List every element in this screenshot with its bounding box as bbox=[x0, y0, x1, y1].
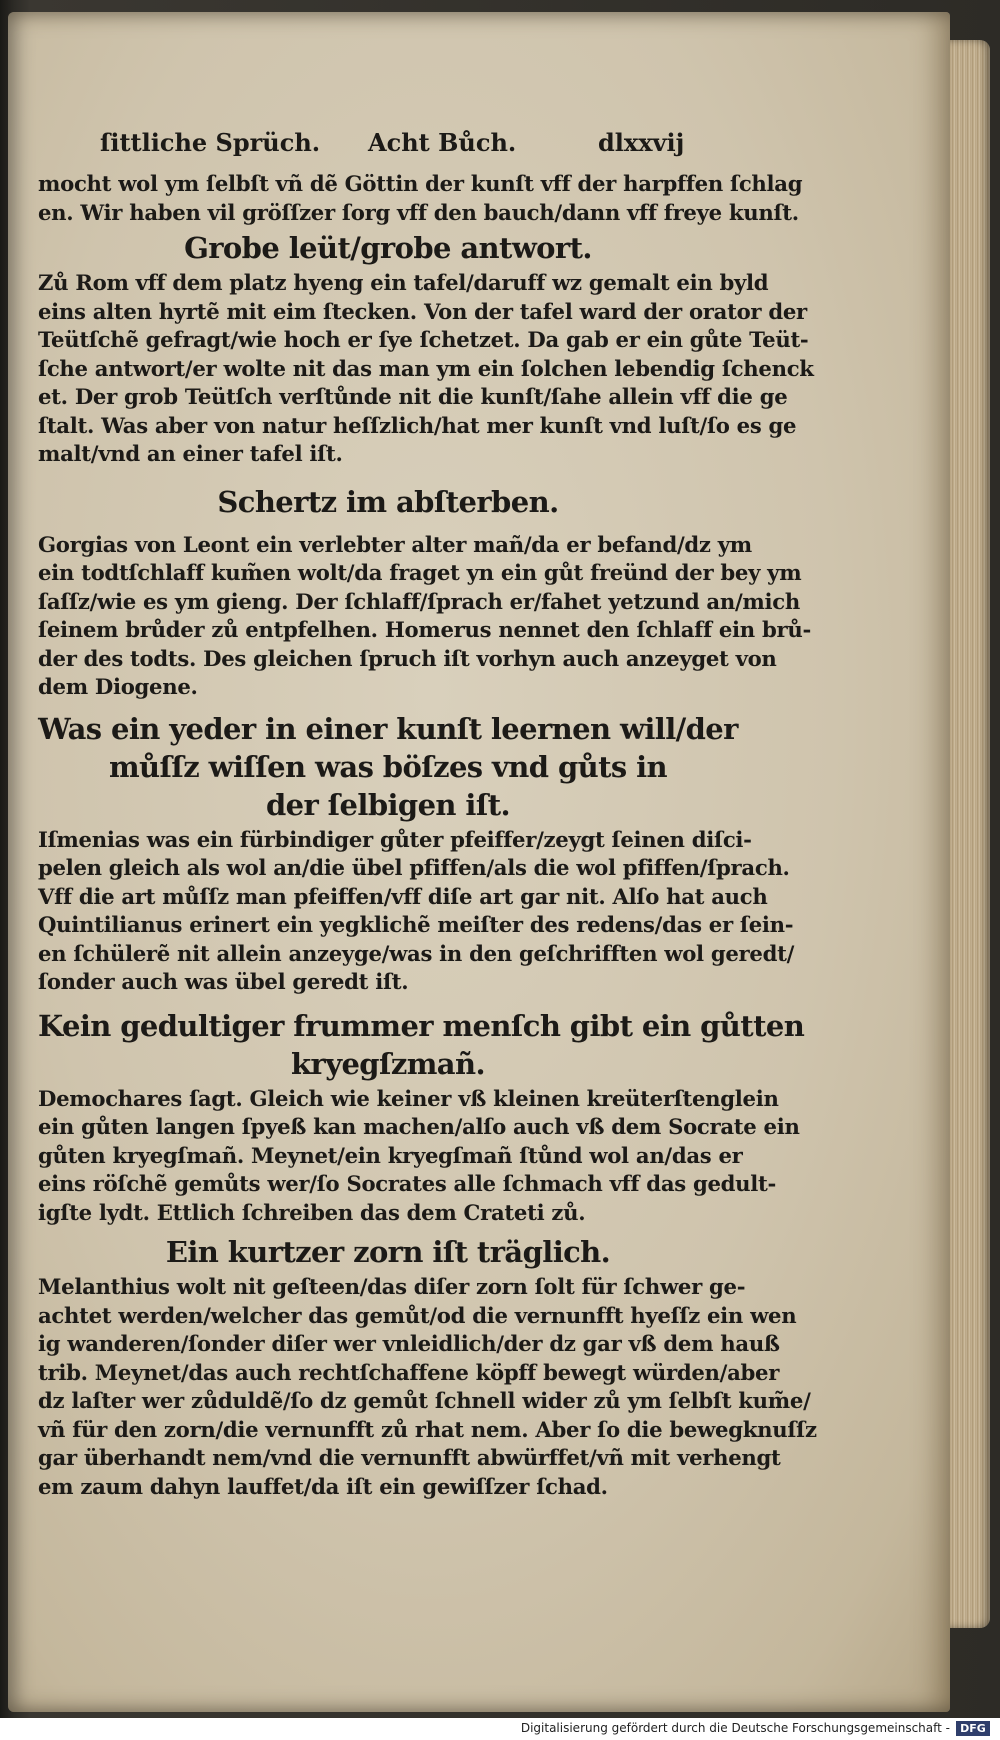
section-heading: Grobe leüt/grobe antwort. bbox=[184, 231, 592, 265]
text-line: ſtalt. Was aber von natur heſſzlich/hat mer kunſt vnd luſt/ſo es ge bbox=[38, 412, 797, 438]
paragraph bbox=[38, 170, 803, 227]
text-line: Melanthius wolt nit geſteen/das diſer zorn ſolt für ſchwer ge- bbox=[38, 1274, 746, 1299]
heading-line: můſſz wiſſen was böſzes vnd gůts in bbox=[108, 749, 668, 784]
funding-notice: Digitalisierung gefördert durch die Deutsche Forschungsgemeinschaft - bbox=[520, 1721, 950, 1735]
text-line: ſonder auch was übel geredt iſt. bbox=[38, 969, 409, 994]
section-heading: Ein kurtzer zorn iſt träglich. bbox=[165, 1235, 611, 1269]
text-line: Iſmenias was ein fürbindiger gůter pfeiffer/zeygt ſeinen diſci- bbox=[38, 826, 752, 852]
text-line: ſeinem brůder zů entpfelhen. Homerus nennet den ſchlaff ein brů- bbox=[38, 617, 811, 642]
text-line: vñ für den zorn/die vernunfft zů rhat nem. Aber ſo die bewegknuſſz bbox=[38, 1416, 817, 1442]
text-line: eins röſchẽ gemůts wer/ſo Socrates alle ſchmach vff das gedult- bbox=[38, 1171, 776, 1196]
section-heading: Schertz im abſterben. bbox=[217, 484, 559, 519]
digitization-footer bbox=[0, 1718, 1000, 1740]
text-line: dz laſter wer zůduldẽ/ſo dz gemůt ſchnell wider zů ym ſelbſt kum̃e/ bbox=[38, 1388, 811, 1413]
paragraph bbox=[38, 1273, 817, 1501]
heading-line: Was ein yeder in einer kunſt leernen will/der bbox=[38, 711, 738, 746]
paragraph bbox=[38, 531, 811, 702]
text-line: Vff die art můſſz man pfeiffen/vff diſe art gar nit. Alſo hat auch bbox=[38, 883, 768, 909]
text-line: dem Diogene. bbox=[38, 674, 198, 699]
text-line: Teütſchẽ gefragt/wie hoch er ſye ſchetzet. Da gab er ein gůte Teüt- bbox=[38, 327, 809, 352]
text-line: Demochares ſagt. Gleich wie keiner vß kleinen kreüterſtenglein bbox=[38, 1085, 779, 1111]
text-line: pelen gleich als wol an/die übel pfiffen/als die wol pfiffen/ſprach. bbox=[38, 855, 790, 880]
text-line: Gorgias von Leont ein verlebter alter mañ/da er befand/dz ym bbox=[38, 531, 752, 557]
text-line: en. Wir haben vil gröſſzer ſorg vff den bauch/dann vff freye kunſt. bbox=[38, 199, 799, 225]
running-head-left: ſittliche Sprüch. bbox=[100, 128, 321, 157]
page-edges bbox=[946, 40, 990, 1628]
text-line: em zaum dahyn lauffet/da iſt ein gewiſſzer ſchad. bbox=[38, 1473, 608, 1499]
text-line: en ſchülerẽ nit allein anzeyge/was in den geſchrifften wol geredt/ bbox=[38, 940, 795, 966]
text-line: ſaſſz/wie es ym gieng. Der ſchlaff/ſprach er/fahet yetzund an/mich bbox=[38, 588, 800, 614]
dfg-logo-icon: DFG bbox=[956, 1721, 990, 1736]
section-heading bbox=[38, 1007, 805, 1083]
text-line: ig wanderen/ſonder diſer wer vnleidlich/der dz gar vß dem hauß bbox=[38, 1331, 780, 1356]
paragraph bbox=[38, 269, 814, 469]
running-head bbox=[38, 128, 738, 168]
text-line: der des todts. Des gleichen ſpruch iſt vorhyn auch anzeyget von bbox=[38, 645, 777, 671]
heading-line: kryegſzmañ. bbox=[291, 1046, 485, 1081]
running-head-center: Acht Bůch. bbox=[368, 128, 517, 157]
text-line: ein gůten langen ſpyeß kan machen/alſo auch vß dem Socrate ein bbox=[38, 1114, 800, 1139]
text-line: gar überhandt nem/vnd die vernunfft abwürffet/vñ mit verhengt bbox=[38, 1445, 781, 1470]
text-line: et. Der grob Teütſch verſtůnde nit die kunſt/ſahe allein vff die ge bbox=[38, 384, 788, 409]
folio-number: dlxxvij bbox=[598, 128, 685, 157]
text-line: Zů Rom vff dem platz hyeng ein tafel/daruff wz gemalt ein byld bbox=[38, 270, 769, 295]
paragraph bbox=[38, 826, 795, 997]
paragraph bbox=[38, 1085, 800, 1228]
heading-line: Kein gedultiger frummer menſch gibt ein gůtten bbox=[38, 1008, 805, 1043]
text-line: trib. Meynet/das auch rechtſchaffene köpff bewegt würden/aber bbox=[38, 1359, 780, 1385]
heading-line: der ſelbigen iſt. bbox=[265, 787, 511, 822]
text-line: igſte lydt. Ettlich ſchreiben das dem Crateti zů. bbox=[38, 1199, 586, 1225]
text-line: Quintilianus erinert ein yegklichẽ meiſter des redens/das er ſein- bbox=[38, 912, 794, 937]
text-line: mocht wol ym ſelbſt vñ dẽ Göttin der kunſt vff der harpffen ſchlag bbox=[38, 171, 803, 196]
text-line: eins alten hyrtẽ mit eim ſtecken. Von der tafel ward der orator der bbox=[38, 298, 807, 324]
text-line: ein todtſchlaff kum̃en wolt/da fraget yn ein gůt freünd der bey ym bbox=[38, 560, 802, 585]
text-line: ſche antwort/er wolte nit das man ym ein ſolchen lebendig ſchenck bbox=[38, 355, 814, 381]
text-line: malt/vnd an einer tafel iſt. bbox=[38, 441, 343, 466]
text-line: gůten kryegſmañ. Meynet/ein kryegſmañ ſtůnd wol an/das er bbox=[38, 1142, 743, 1168]
page-text bbox=[38, 128, 817, 1501]
section-heading bbox=[38, 710, 738, 824]
text-line: achtet werden/welcher das gemůt/od die vernunfft hyeſſz ein wen bbox=[38, 1302, 797, 1328]
